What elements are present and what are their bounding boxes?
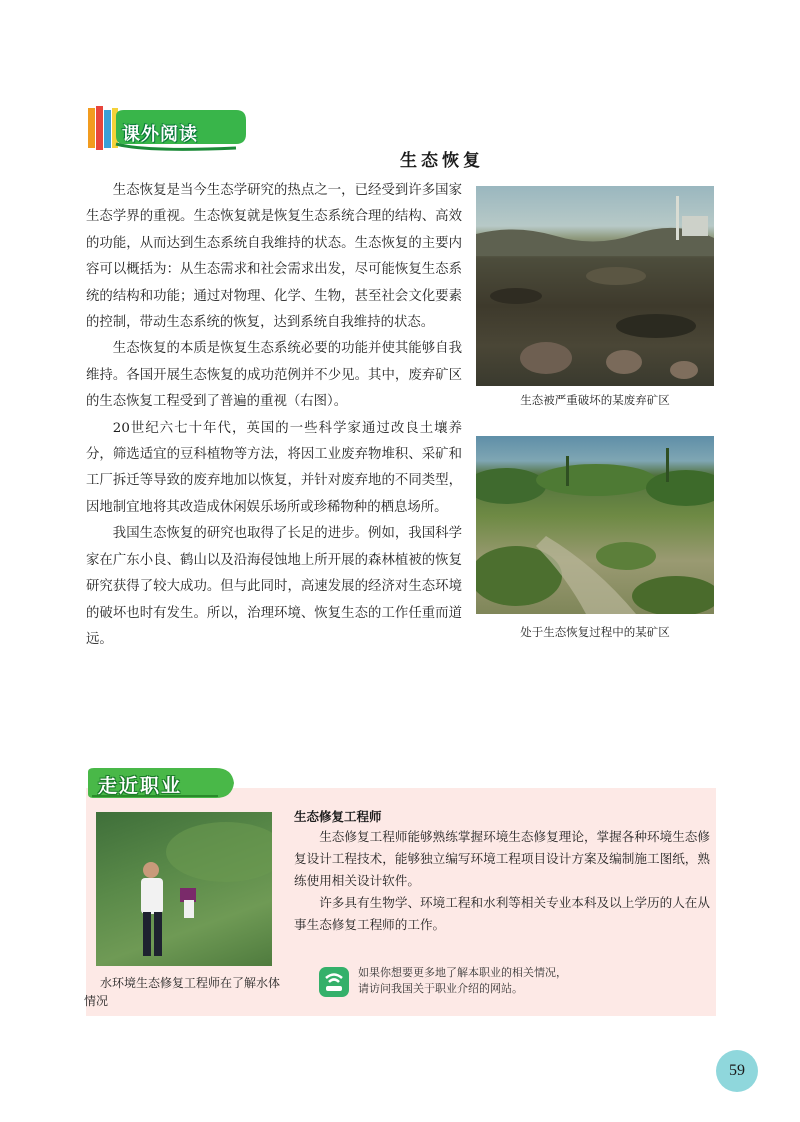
engineer-image xyxy=(96,812,272,966)
website-tip-line: 如果你想要更多地了解本职业的相关情况， xyxy=(358,966,567,979)
job-description xyxy=(294,826,710,936)
job-title: 生态修复工程师 xyxy=(294,809,382,824)
abandoned-mine-photo xyxy=(476,186,714,386)
reading-badge-label: 课外阅读 xyxy=(122,124,198,145)
photo2-caption: 处于生态恢复过程中的某矿区 xyxy=(520,625,670,639)
article-paragraph: 生态恢复的本质是恢复生态系统必要的功能并使其能够自我维持。各国开展生态恢复的成功范例并不少见。其中，废弃矿区的生态恢复工程受到了普遍的重视（右图）。 xyxy=(86,341,462,410)
website-tip xyxy=(358,965,618,997)
mine-landscape-image xyxy=(476,186,714,386)
website-tip-line: 请访问我国关于职业介绍的网站。 xyxy=(358,982,523,995)
job-paragraph: 许多具有生物学、环境工程和水利等相关专业本科及以上学历的人在从事生态修复工程师的工作。 xyxy=(294,895,710,932)
article-body xyxy=(86,178,462,653)
photo1-caption: 生态被严重破坏的某废弃矿区 xyxy=(520,393,670,407)
article-paragraph: 20世纪六七十年代，英国的一些科学家通过改良土壤养分，筛选适宜的豆科植物等方法，将因工业废弃物堆积、采矿和工厂拆迁等导致的废弃地加以恢复，并针对废弃地的不同类型，因地制宜地将其改造成休闲娱乐场所或珍稀物种的栖息场所。 xyxy=(86,420,462,515)
website-icon xyxy=(318,966,350,998)
career-tab-label: 走近职业 xyxy=(98,775,183,797)
engineer-photo-caption: 水环境生态修复工程师在了解水体情况 xyxy=(84,976,281,1008)
page-number: 59 xyxy=(716,1050,758,1092)
water-engineer-photo xyxy=(96,812,272,966)
job-paragraph: 生态修复工程师能够熟练掌握环境生态修复理论，掌握各种环境生态修复设计工程技术，能够独立编写环境工程项目设计方案及编制施工图纸，熟练使用相关设计软件。 xyxy=(294,829,710,888)
restoring-mine-photo xyxy=(476,436,714,614)
article-title: 生态恢复 xyxy=(400,151,484,171)
article-paragraph: 生态恢复是当今生态学研究的热点之一，已经受到许多国家生态学界的重视。生态恢复就是恢复生态系统合理的结构、高效的功能，从而达到生态系统自我维持的状态。生态恢复的主要内容可以概括为：从生态需求和社会需求出发，尽可能恢复生态系统的结构和功能；通过对物理、化学、生物，甚至社会文化要素的控制，带动生态系统的恢复，达到系统自我维持的状态。 xyxy=(86,183,462,331)
vegetation-image xyxy=(476,436,714,614)
article-paragraph: 我国生态恢复的研究也取得了长足的进步。例如，我国科学家在广东小良、鹤山以及沿海侵蚀地上所开展的森林植被的恢复研究获得了较大成功。但与此同时，高速发展的经济对生态环境的破坏也时有发生。所以，治理环境、恢复生态的工作任重而道远。 xyxy=(86,526,462,647)
